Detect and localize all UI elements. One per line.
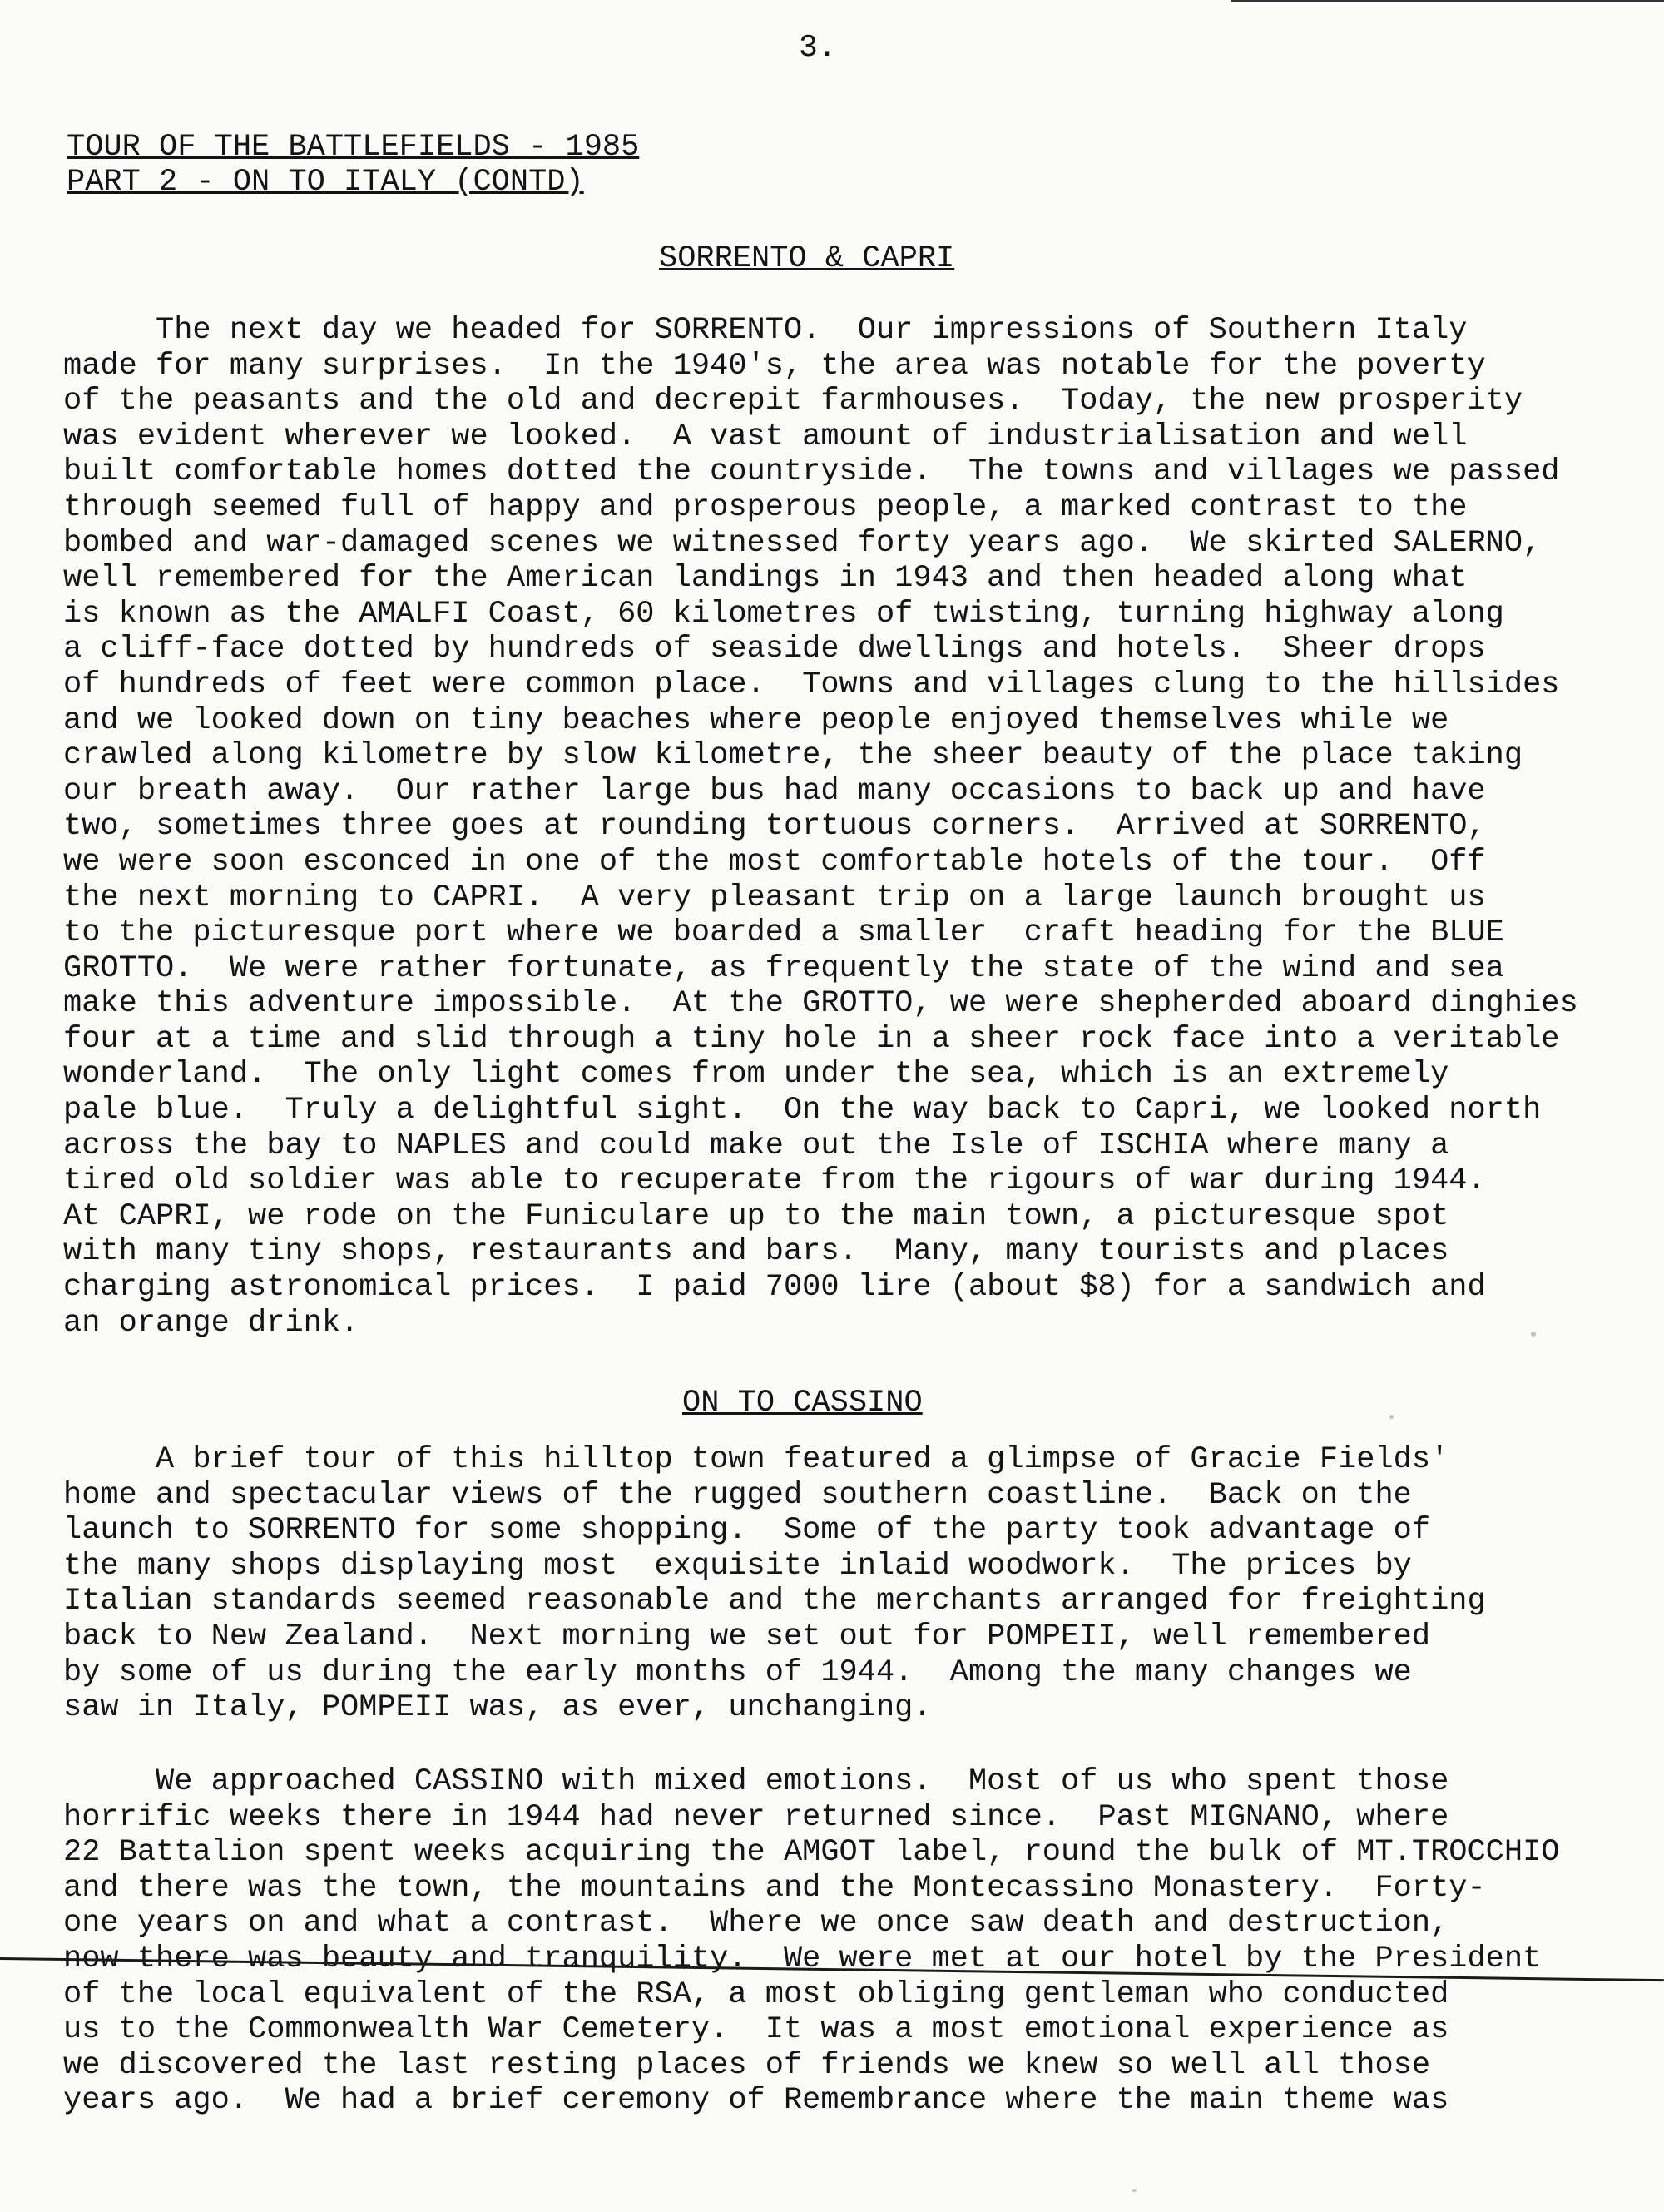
text-line: Italian standards seemed reasonable and the merchants arranged for freighting [63,1584,1486,1619]
section-heading-sorrento-capri: SORRENTO & CAPRI [659,241,955,276]
header-subtitle: PART 2 - ON TO ITALY (CONTD) [67,165,584,200]
text-line: A brief tour of this hilltop town featured a glimpse of Gracie Fields' [63,1442,1449,1477]
text-line: and there was the town, the mountains and the Montecassino Monastery. Forty- [63,1870,1486,1906]
text-line: two, sometimes three goes at rounding tortuous corners. Arrived at SORRENTO, [63,809,1486,845]
text-line: tired old soldier was able to recuperate from the rigours of war during 1944. [63,1163,1486,1199]
text-line: of the local equivalent of the RSA, a most obliging gentleman who conducted [63,1976,1449,2012]
text-line: The next day we headed for SORRENTO. Our impressions of Southern Italy [63,313,1468,348]
text-line: pale blue. Truly a delightful sight. On the way back to Capri, we looked north [63,1093,1542,1128]
text-line: years ago. We had a brief ceremony of Remembrance where the main theme was [63,2083,1449,2119]
page-number: 3. [799,30,837,66]
text-line: launch to SORRENTO for some shopping. Some of the party took advantage of [63,1513,1431,1549]
text-line: we discovered the last resting places of friends we knew so well all those [63,2047,1431,2083]
text-line: made for many surprises. In the 1940's, the area was notable for the poverty [63,348,1486,384]
text-line: horrific weeks there in 1944 had never returned since. Past MIGNANO, where [63,1799,1449,1835]
text-line: GROTTO. We were rather fortunate, as frequently the state of the wind and sea [63,950,1504,986]
text-line: We approached CASSINO with mixed emotions. Most of us who spent those [63,1764,1449,1799]
text-line: well remembered for the American landings in 1943 and then headed along what [63,561,1468,597]
header-title: TOUR OF THE BATTLEFIELDS - 1985 [67,130,640,165]
text-line: crawled along kilometre by slow kilometre, the sheer beauty of the place taking [63,738,1523,774]
paragraph-capri-pompeii [63,1442,1627,1726]
text-line: saw in Italy, POMPEII was, as ever, unchanging. [63,1690,932,1726]
text-line: home and spectacular views of the rugged southern coastline. Back on the [63,1477,1412,1513]
text-line: four at a time and slid through a tiny hole in a sheer rock face into a veritable [63,1021,1560,1057]
text-line: the next morning to CAPRI. A very pleasant trip on a large launch brought us [63,880,1486,915]
text-line: of hundreds of feet were common place. Towns and villages clung to the hillsides [63,667,1560,702]
text-line: now there was beauty and tranquility. We were met at our hotel by the President [63,1941,1542,1976]
text-line: 22 Battalion spent weeks acquiring the AMGOT label, round the bulk of MT.TROCCHIO [63,1835,1560,1871]
text-line: the many shops displaying most exquisite inlaid woodwork. The prices by [63,1548,1412,1584]
text-line: with many tiny shops, restaurants and bars. Many, many tourists and places [63,1234,1449,1270]
text-line: wonderland. The only light comes from under the sea, which is an extremely [63,1057,1449,1093]
text-line: of the peasants and the old and decrepit farmhouses. Today, the new prosperity [63,384,1523,419]
text-line: charging astronomical prices. I paid 7000 lire (about $8) for a sandwich and [63,1270,1486,1306]
text-line: our breath away. Our rather large bus had many occasions to back up and have [63,773,1486,809]
text-line: bombed and war-damaged scenes we witnessed forty years ago. We skirted SALERNO, [63,525,1542,561]
text-line: is known as the AMALFI Coast, 60 kilometres of twisting, turning highway along [63,596,1504,632]
text-line: by some of us during the early months of 1944. Among the many changes we [63,1654,1412,1690]
scan-speck [1132,2189,1137,2192]
scan-speck [1531,1332,1536,1337]
text-line: and we looked down on tiny beaches where people enjoyed themselves while we [63,702,1449,738]
text-line: across the bay to NAPLES and could make out the Isle of ISCHIA where many a [63,1128,1449,1163]
text-line: a cliff-face dotted by hundreds of seaside dwellings and hotels. Sheer drops [63,632,1486,667]
scan-edge-rule [1231,0,1664,2]
text-line: back to New Zealand. Next morning we set out for POMPEII, well remembered [63,1619,1431,1654]
paragraph-cassino [63,1764,1627,2119]
text-line: we were soon esconced in one of the most comfortable hotels of the tour. Off [63,844,1486,880]
text-line: built comfortable homes dotted the countryside. The towns and villages we passed [63,454,1560,490]
text-line: make this adventure impossible. At the GROTTO, we were shepherded aboard dinghies [63,986,1578,1022]
document-header [67,130,639,200]
text-line: through seemed full of happy and prosperous people, a marked contrast to the [63,489,1468,525]
text-line: us to the Commonwealth War Cemetery. It was a most emotional experience as [63,2012,1449,2048]
section-heading-on-to-cassino: ON TO CASSINO [682,1386,923,1421]
text-line: At CAPRI, we rode on the Funiculare up to the main town, a picturesque spot [63,1198,1449,1234]
scan-speck [1389,1415,1394,1419]
text-line: was evident wherever we looked. A vast amount of industrialisation and well [63,419,1468,454]
text-line: one years on and what a contrast. Where we once saw death and destruction, [63,1906,1449,1942]
paragraph-sorrento-capri [63,313,1627,1341]
text-line: an orange drink. [63,1305,359,1341]
text-line: to the picturesque port where we boarded a smaller craft heading for the BLUE [63,915,1504,951]
